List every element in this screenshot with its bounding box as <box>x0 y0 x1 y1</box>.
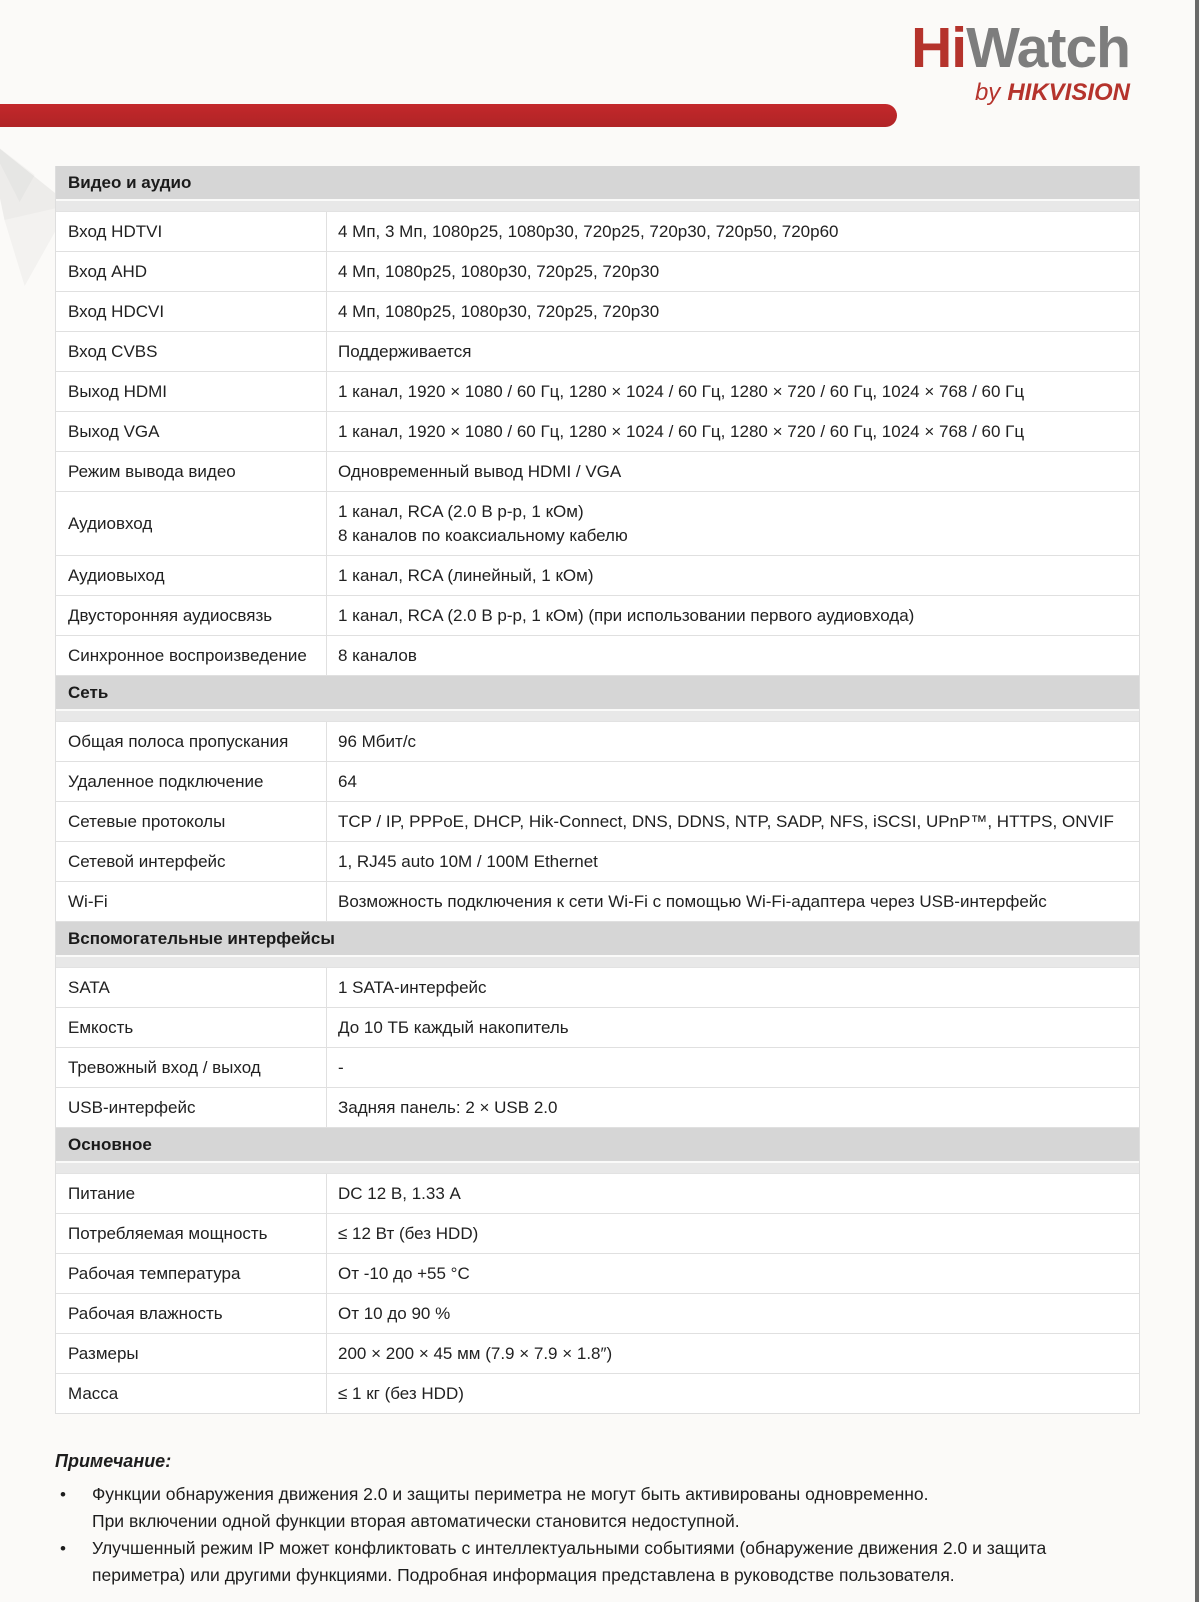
spec-row-value <box>326 1254 1139 1293</box>
spec-row <box>56 762 1139 802</box>
spec-row-label: Потребляемая мощность <box>68 1223 268 1243</box>
spec-value-line: 1 канал, 1920 × 1080 / 60 Гц, 1280 × 1024 / 60 Гц, 1280 × 720 / 60 Гц, 1024 × 768 / 60 Гц <box>338 422 1025 441</box>
spec-value-line: От -10 до +55 °C <box>338 1264 470 1283</box>
spec-row-label: Режим вывода видео <box>68 461 236 481</box>
spec-row <box>56 1048 1139 1088</box>
spec-row-value <box>326 1294 1139 1333</box>
spec-row <box>56 596 1139 636</box>
spec-row-value <box>326 636 1139 675</box>
spec-row <box>56 1214 1139 1254</box>
spec-row-value <box>326 492 1139 555</box>
spec-value-line: 4 Мп, 3 Мп, 1080p25, 1080p30, 720p25, 720p30, 720p50, 720p60 <box>338 222 839 241</box>
note-text-line: периметра) или другими функциями. Подробная информация представлена в руководстве пользователя. <box>92 1565 955 1585</box>
notes-section <box>55 1448 1150 1589</box>
note-text-line: Улучшенный режим IP может конфликтовать с интеллектуальными событиями (обнаружение движения 2.0 и защита <box>92 1538 1047 1558</box>
spec-row-value <box>326 212 1139 251</box>
spec-row-value <box>326 722 1139 761</box>
spec-value-line: 96 Мбит/с <box>338 732 417 751</box>
spec-row-value <box>326 452 1139 491</box>
spec-row-label: Сетевые протоколы <box>68 811 226 831</box>
spec-value-line: 1 канал, 1920 × 1080 / 60 Гц, 1280 × 1024 / 60 Гц, 1280 × 720 / 60 Гц, 1024 × 768 / 60 Гц <box>338 382 1025 401</box>
hiwatch-logo <box>911 16 1130 106</box>
spec-value-line: DC 12 В, 1.33 А <box>338 1184 461 1203</box>
section-header-strip <box>56 709 1139 722</box>
spec-row <box>56 292 1139 332</box>
spec-value-line: - <box>338 1058 344 1077</box>
section-header-strip <box>56 199 1139 212</box>
spec-table <box>55 166 1140 1414</box>
section-header: Сеть <box>56 676 1139 709</box>
spec-value-line: Возможность подключения к сети Wi-Fi с помощью Wi-Fi-адаптера через USB-интерфейс <box>338 892 1047 911</box>
spec-row <box>56 968 1139 1008</box>
spec-row-value <box>326 556 1139 595</box>
note-bullet: • <box>60 1539 66 1558</box>
spec-row-value <box>326 292 1139 331</box>
logo-hi: Hi <box>911 16 967 80</box>
spec-row <box>56 492 1139 556</box>
spec-row-value <box>326 252 1139 291</box>
spec-value-line: ≤ 1 кг (без HDD) <box>338 1384 464 1403</box>
spec-value-line: До 10 ТБ каждый накопитель <box>338 1018 569 1037</box>
spec-value-line: 1 канал, RCA (линейный, 1 кОм) <box>338 566 594 585</box>
spec-row-value <box>326 1334 1139 1373</box>
note-item <box>55 1481 1150 1535</box>
spec-row-label: Сетевой интерфейс <box>68 851 226 871</box>
notes-title: Примечание: <box>55 1451 172 1471</box>
spec-row <box>56 1334 1139 1374</box>
note-text <box>92 1481 1150 1535</box>
spec-value-line: Одновременный вывод HDMI / VGA <box>338 462 622 481</box>
spec-value-line: 1 канал, RCA (2.0 В p-p, 1 кОм) (при использовании первого аудиовхода) <box>338 606 915 625</box>
spec-row-label: Рабочая температура <box>68 1263 241 1283</box>
spec-row-label: USB-интерфейс <box>68 1097 196 1117</box>
spec-value-line: От 10 до 90 % <box>338 1304 451 1323</box>
logo-wordmark <box>911 16 1130 80</box>
spec-row <box>56 882 1139 922</box>
spec-row <box>56 1088 1139 1128</box>
spec-row <box>56 842 1139 882</box>
spec-row <box>56 722 1139 762</box>
spec-row-value <box>326 802 1139 841</box>
spec-value-line: 8 каналов по коаксиальному кабелю <box>338 526 628 545</box>
logo-by: by <box>974 79 1001 106</box>
spec-row-label: Рабочая влажность <box>68 1303 223 1323</box>
spec-value-line: 64 <box>338 772 357 791</box>
spec-value-line: 4 Мп, 1080p25, 1080p30, 720p25, 720p30 <box>338 302 660 321</box>
spec-row-label: Питание <box>68 1183 136 1203</box>
spec-row-value <box>326 1088 1139 1127</box>
spec-row-label: Масса <box>68 1383 119 1403</box>
logo-brand: HIKVISION <box>1007 79 1130 106</box>
note-text <box>92 1535 1150 1589</box>
spec-row-value <box>326 882 1139 921</box>
spec-row-label: Вход AHD <box>68 261 148 281</box>
note-item <box>55 1535 1150 1589</box>
spec-value-line: TCP / IP, PPPoE, DHCP, Hik-Connect, DNS, DDNS, NTP, SADP, NFS, iSCSI, UPnP™, HTTPS, ONVIF <box>338 812 1114 831</box>
note-text-line: Функции обнаружения движения 2.0 и защиты периметра не могут быть активированы одновременно. <box>92 1484 929 1504</box>
spec-row-label: Аудиовыход <box>68 565 165 585</box>
spec-value-line: 1, RJ45 auto 10M / 100M Ethernet <box>338 852 598 871</box>
spec-row <box>56 1294 1139 1334</box>
spec-row <box>56 252 1139 292</box>
spec-row-value <box>326 842 1139 881</box>
spec-row <box>56 332 1139 372</box>
section-header: Основное <box>56 1128 1139 1161</box>
spec-row <box>56 1374 1139 1413</box>
scan-edge-line <box>1195 0 1199 1602</box>
spec-value-line: 1 канал, RCA (2.0 В p-p, 1 кОм) <box>338 502 584 521</box>
spec-row <box>56 212 1139 252</box>
spec-row-value <box>326 1374 1139 1413</box>
spec-row-value <box>326 1048 1139 1087</box>
spec-row <box>56 452 1139 492</box>
spec-value-line: 200 × 200 × 45 мм (7.9 × 7.9 × 1.8″) <box>338 1344 613 1363</box>
spec-row <box>56 412 1139 452</box>
section-header: Вспомогательные интерфейсы <box>56 922 1139 955</box>
spec-value-line: 1 SATA-интерфейс <box>338 978 487 997</box>
section-header: Видео и аудио <box>56 166 1139 199</box>
spec-row-value <box>326 762 1139 801</box>
spec-row <box>56 1174 1139 1214</box>
note-bullet: • <box>60 1485 66 1504</box>
spec-row-value <box>326 1008 1139 1047</box>
spec-row-label: Синхронное воспроизведение <box>68 645 307 665</box>
spec-row-label: Емкость <box>68 1017 134 1037</box>
spec-row-label: Вход HDCVI <box>68 301 165 321</box>
spec-row-value <box>326 412 1139 451</box>
spec-row <box>56 372 1139 412</box>
spec-value-line: 8 каналов <box>338 646 417 665</box>
spec-row <box>56 802 1139 842</box>
logo-byline <box>911 81 1130 105</box>
spec-row-label: Вход CVBS <box>68 341 158 361</box>
section-header-strip <box>56 1161 1139 1174</box>
spec-row-value <box>326 968 1139 1007</box>
spec-row-value <box>326 372 1139 411</box>
spec-row <box>56 636 1139 676</box>
spec-row-label: Wi-Fi <box>68 891 108 911</box>
spec-row-value <box>326 1174 1139 1213</box>
spec-row-label: Общая полоса пропускания <box>68 731 289 751</box>
notes-list <box>55 1481 1150 1589</box>
spec-row-value <box>326 332 1139 371</box>
spec-value-line: 4 Мп, 1080p25, 1080p30, 720p25, 720p30 <box>338 262 660 281</box>
logo-watch: Watch <box>966 16 1130 80</box>
spec-row-value <box>326 596 1139 635</box>
spec-row-label: Вход HDTVI <box>68 221 163 241</box>
spec-row-label: Двусторонняя аудиосвязь <box>68 605 273 625</box>
spec-row-value <box>326 1214 1139 1253</box>
spec-row-label: SATA <box>68 977 110 997</box>
spec-row <box>56 1008 1139 1048</box>
spec-row <box>56 556 1139 596</box>
note-text-line: При включении одной функции вторая автоматически становится недоступной. <box>92 1511 740 1531</box>
spec-value-line: Задняя панель: 2 × USB 2.0 <box>338 1098 558 1117</box>
spec-row-label: Аудиовход <box>68 513 153 533</box>
spec-value-line: ≤ 12 Вт (без HDD) <box>338 1224 479 1243</box>
spec-row <box>56 1254 1139 1294</box>
spec-row-label: Выход VGA <box>68 421 160 441</box>
spec-row-label: Размеры <box>68 1343 139 1363</box>
spec-value-line: Поддерживается <box>338 342 472 361</box>
section-header-strip <box>56 955 1139 968</box>
spec-row-label: Тревожный вход / выход <box>68 1057 261 1077</box>
spec-row-label: Выход HDMI <box>68 381 168 401</box>
spec-row-label: Удаленное подключение <box>68 771 264 791</box>
red-divider-bar <box>0 104 897 127</box>
